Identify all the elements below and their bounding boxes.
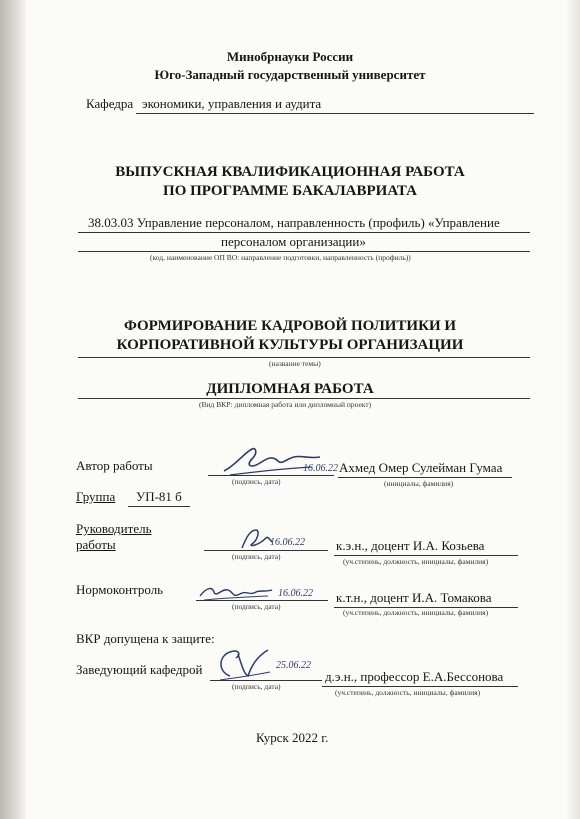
topic-line1: ФОРМИРОВАНИЕ КАДРОВОЙ ПОЛИТИКИ И	[123, 318, 457, 334]
author-name-caption: (инициалы, фамилия)	[384, 479, 454, 488]
author-sign-caption: (подпись, дата)	[232, 477, 281, 486]
author-date: 16.06.22	[303, 463, 338, 474]
supervisor-sign-caption: (подпись, дата)	[232, 552, 281, 561]
head-signature	[212, 646, 274, 684]
supervisor-date: 16.06.22	[270, 537, 305, 548]
supervisor-name-line	[334, 555, 518, 556]
supervisor-name-caption: (уч.степень, должность, инициалы, фамилия)	[343, 557, 489, 566]
kind-underline	[78, 398, 530, 399]
department-value: экономики, управления и аудита	[142, 96, 322, 111]
direction-underline1	[78, 232, 530, 233]
department-underline	[136, 113, 534, 114]
normcontrol-sign-line	[196, 600, 328, 601]
supervisor-label-line2: работы	[76, 537, 116, 552]
department-label: Кафедра	[86, 96, 134, 111]
page-edge-shadow	[566, 0, 580, 819]
normcontrol-name: к.т.н., доцент И.А. Томакова	[336, 590, 492, 605]
normcontrol-sign-caption: (подпись, дата)	[232, 602, 281, 611]
head-sign-line	[210, 680, 322, 681]
work-type-line2: ПО ПРОГРАММЕ БАКАЛАВРИАТА	[163, 183, 417, 199]
supervisor-name: к.э.н., доцент И.А. Козьева	[336, 538, 485, 553]
work-type-line1: ВЫПУСКНАЯ КВАЛИФИКАЦИОННАЯ РАБОТА	[115, 164, 465, 180]
head-name: д.э.н., профессор Е.А.Бессонова	[325, 669, 504, 684]
head-name-caption: (уч.степень, должность, инициалы, фамилия)	[335, 688, 481, 697]
normcontrol-name-caption: (уч.степень, должность, инициалы, фамилия)	[343, 608, 489, 617]
group-value: УП-81 б	[136, 489, 182, 504]
direction-underline2	[78, 251, 530, 252]
direction-line2: персоналом организации»	[221, 234, 366, 249]
author-sign-line	[208, 475, 334, 476]
ministry-name: Минобрнауки России	[226, 49, 354, 64]
head-name-line	[322, 686, 518, 687]
university-name: Юго-Западный государственный университет	[154, 67, 426, 82]
city-year: Курск 2022 г.	[256, 730, 329, 745]
normcontrol-label: Нормоконтроль	[76, 582, 164, 597]
head-sign-caption: (подпись, дата)	[232, 682, 281, 691]
head-label: Заведующий кафедрой	[76, 662, 203, 677]
topic-line2: КОРПОРАТИВНОЙ КУЛЬТУРЫ ОРГАНИЗАЦИИ	[116, 337, 464, 353]
kind-value: ДИПЛОМНАЯ РАБОТА	[206, 381, 374, 397]
author-name: Ахмед Омер Сулейман Гумаа	[339, 460, 503, 475]
author-name-line	[338, 477, 512, 478]
admitted-text: ВКР допущена к защите:	[76, 631, 215, 646]
direction-line1: 38.03.03 Управление персоналом, направленность (профиль) «Управление	[88, 215, 500, 230]
supervisor-sign-line	[204, 550, 328, 551]
supervisor-label-line1: Руководитель	[76, 521, 152, 536]
kind-caption: (Вид ВКР: дипломная работа или дипломный проект)	[199, 400, 372, 409]
direction-caption: (код, наименование ОП ВО: направление подготовки, направленность (профиль))	[150, 253, 411, 262]
topic-underline	[78, 357, 530, 358]
topic-caption: (название темы)	[269, 359, 321, 368]
group-underline	[128, 506, 190, 507]
group-label: Группа	[76, 489, 116, 504]
author-label: Автор работы	[76, 458, 153, 473]
normcontrol-date: 16.06.22	[278, 588, 313, 599]
head-date: 25.06.22	[276, 660, 311, 671]
binding-shadow	[0, 0, 26, 819]
